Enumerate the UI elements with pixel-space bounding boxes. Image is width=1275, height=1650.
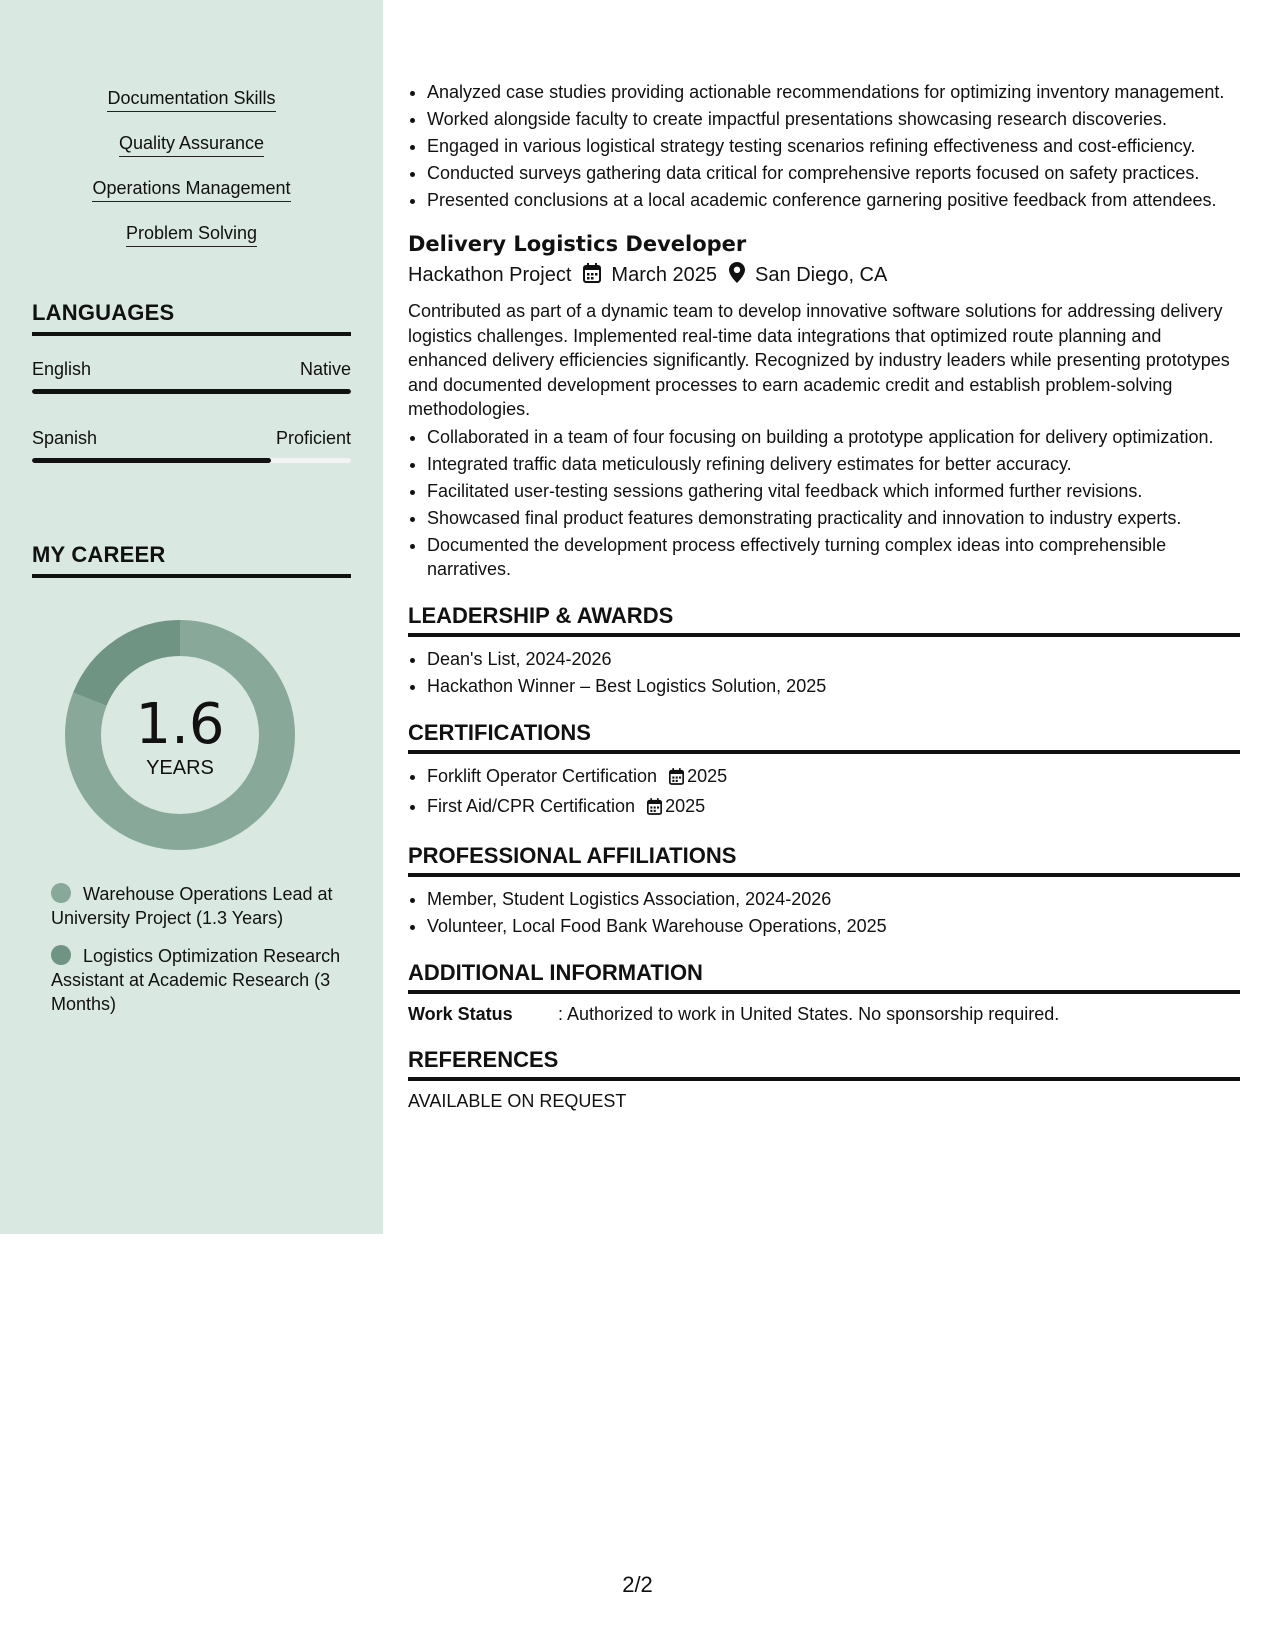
job-company: Hackathon Project [408, 264, 572, 286]
leadership-list [408, 647, 1240, 698]
languages-heading: LANGUAGES [32, 300, 351, 336]
career-unit: YEARS [146, 757, 214, 779]
page-number: 2/2 [622, 1572, 653, 1597]
location-pin-icon [729, 262, 745, 289]
language-bar [32, 389, 351, 394]
additional-info-heading: ADDITIONAL INFORMATION [408, 960, 1240, 994]
list-item [427, 794, 1240, 821]
job-description: Contributed as part of a dynamic team to develop innovative software solutions for addressing delivery logistics challenges. Implemented real-time data integrations that optimized route planning and enhanced delivery efficiencies significantly. Recognized by industry leaders while presenting prototypes and documented development processes to earn academic credit and establish problem-solving methodologies. [408, 301, 1230, 419]
language-bar-fill [32, 389, 351, 394]
certification-name: Forklift Operator Certification [427, 765, 658, 786]
language-bar-fill [32, 458, 271, 463]
legend-dot [51, 945, 71, 965]
certifications-list [408, 764, 1240, 821]
career-legend-item [51, 882, 341, 930]
list-item: • Worked alongside faculty to create impactful presentations showcasing research discoveries. [427, 107, 1240, 131]
work-status-label: Work Status [408, 1003, 513, 1024]
certification-name: First Aid/CPR Certification [427, 795, 636, 816]
career-heading: MY CAREER [32, 542, 351, 578]
certifications-heading: CERTIFICATIONS [408, 720, 1240, 754]
affiliations-heading: PROFESSIONAL AFFILIATIONS [408, 843, 1240, 877]
language-name: English [32, 359, 92, 379]
calendar-icon [669, 767, 684, 791]
references-heading: REFERENCES [408, 1047, 1240, 1081]
skill-item: Operations Management [92, 178, 290, 202]
work-status-value: : Authorized to work in United States. No sponsorship required. [558, 1003, 1060, 1024]
work-status-row [408, 1004, 1240, 1025]
list-item: • Dean's List, 2024-2026 [427, 647, 1240, 671]
career-legend-text: Logistics Optimization Research Assistant at Academic Research (3 Months) [51, 946, 341, 1014]
certification-year: 2025 [687, 765, 728, 786]
skill-item: Problem Solving [126, 223, 257, 247]
job-bullets [408, 425, 1240, 581]
list-item: • Engaged in various logistical strategy testing scenarios refining effectiveness and cost-efficiency. [427, 134, 1240, 158]
list-item: • Conducted surveys gathering data critical for comprehensive reports focused on safety practices. [427, 161, 1240, 185]
sidebar [0, 0, 383, 1234]
list-item: • Volunteer, Local Food Bank Warehouse Operations, 2025 [427, 914, 1240, 938]
job-title: Delivery Logistics Developer [408, 232, 747, 256]
previous-job-bullets [408, 80, 1240, 212]
affiliations-list [408, 887, 1240, 938]
career-total: 1.6 [135, 692, 225, 757]
list-item: • Showcased final product features demonstrating practicality and innovation to industry experts. [427, 506, 1240, 530]
main-content [408, 80, 1240, 1112]
list-item: • Presented conclusions at a local academic conference garnering positive feedback from attendees. [427, 188, 1240, 212]
calendar-icon [647, 797, 662, 821]
job-meta [408, 262, 1240, 289]
references-text: AVAILABLE ON REQUEST [408, 1090, 627, 1111]
skills-list [0, 88, 383, 268]
language-level: Native [299, 359, 351, 379]
list-item: • Member, Student Logistics Association, 2024-2026 [427, 887, 1240, 911]
list-item [427, 764, 1240, 791]
skill-item: Quality Assurance [119, 133, 264, 157]
language-row [32, 359, 351, 380]
list-item: • Hackathon Winner – Best Logistics Solution, 2025 [427, 674, 1240, 698]
job-date: March 2025 [611, 264, 718, 286]
list-item: • Documented the development process effectively turning complex ideas into comprehensible narratives. [427, 533, 1240, 581]
career-legend-item [51, 944, 341, 1016]
legend-dot [51, 883, 71, 903]
list-item: • Integrated traffic data meticulously refining delivery estimates for better accuracy. [427, 452, 1240, 476]
language-level: Proficient [275, 428, 351, 448]
certification-year: 2025 [665, 795, 706, 816]
skill-item: Documentation Skills [107, 88, 275, 112]
leadership-heading: LEADERSHIP & AWARDS [408, 603, 1240, 637]
language-name: Spanish [32, 428, 98, 448]
language-row [32, 428, 351, 449]
list-item: • Facilitated user-testing sessions gathering vital feedback which informed further revisions. [427, 479, 1240, 503]
calendar-icon [583, 263, 601, 289]
career-donut-chart [65, 620, 295, 850]
career-legend-text: Warehouse Operations Lead at University Project (1.3 Years) [51, 884, 333, 928]
job-location: San Diego, CA [755, 264, 888, 286]
list-item: • Collaborated in a team of four focusing on building a prototype application for delivery optimization. [427, 425, 1240, 449]
language-bar [32, 458, 351, 463]
list-item: • Analyzed case studies providing actionable recommendations for optimizing inventory management. [427, 80, 1240, 104]
